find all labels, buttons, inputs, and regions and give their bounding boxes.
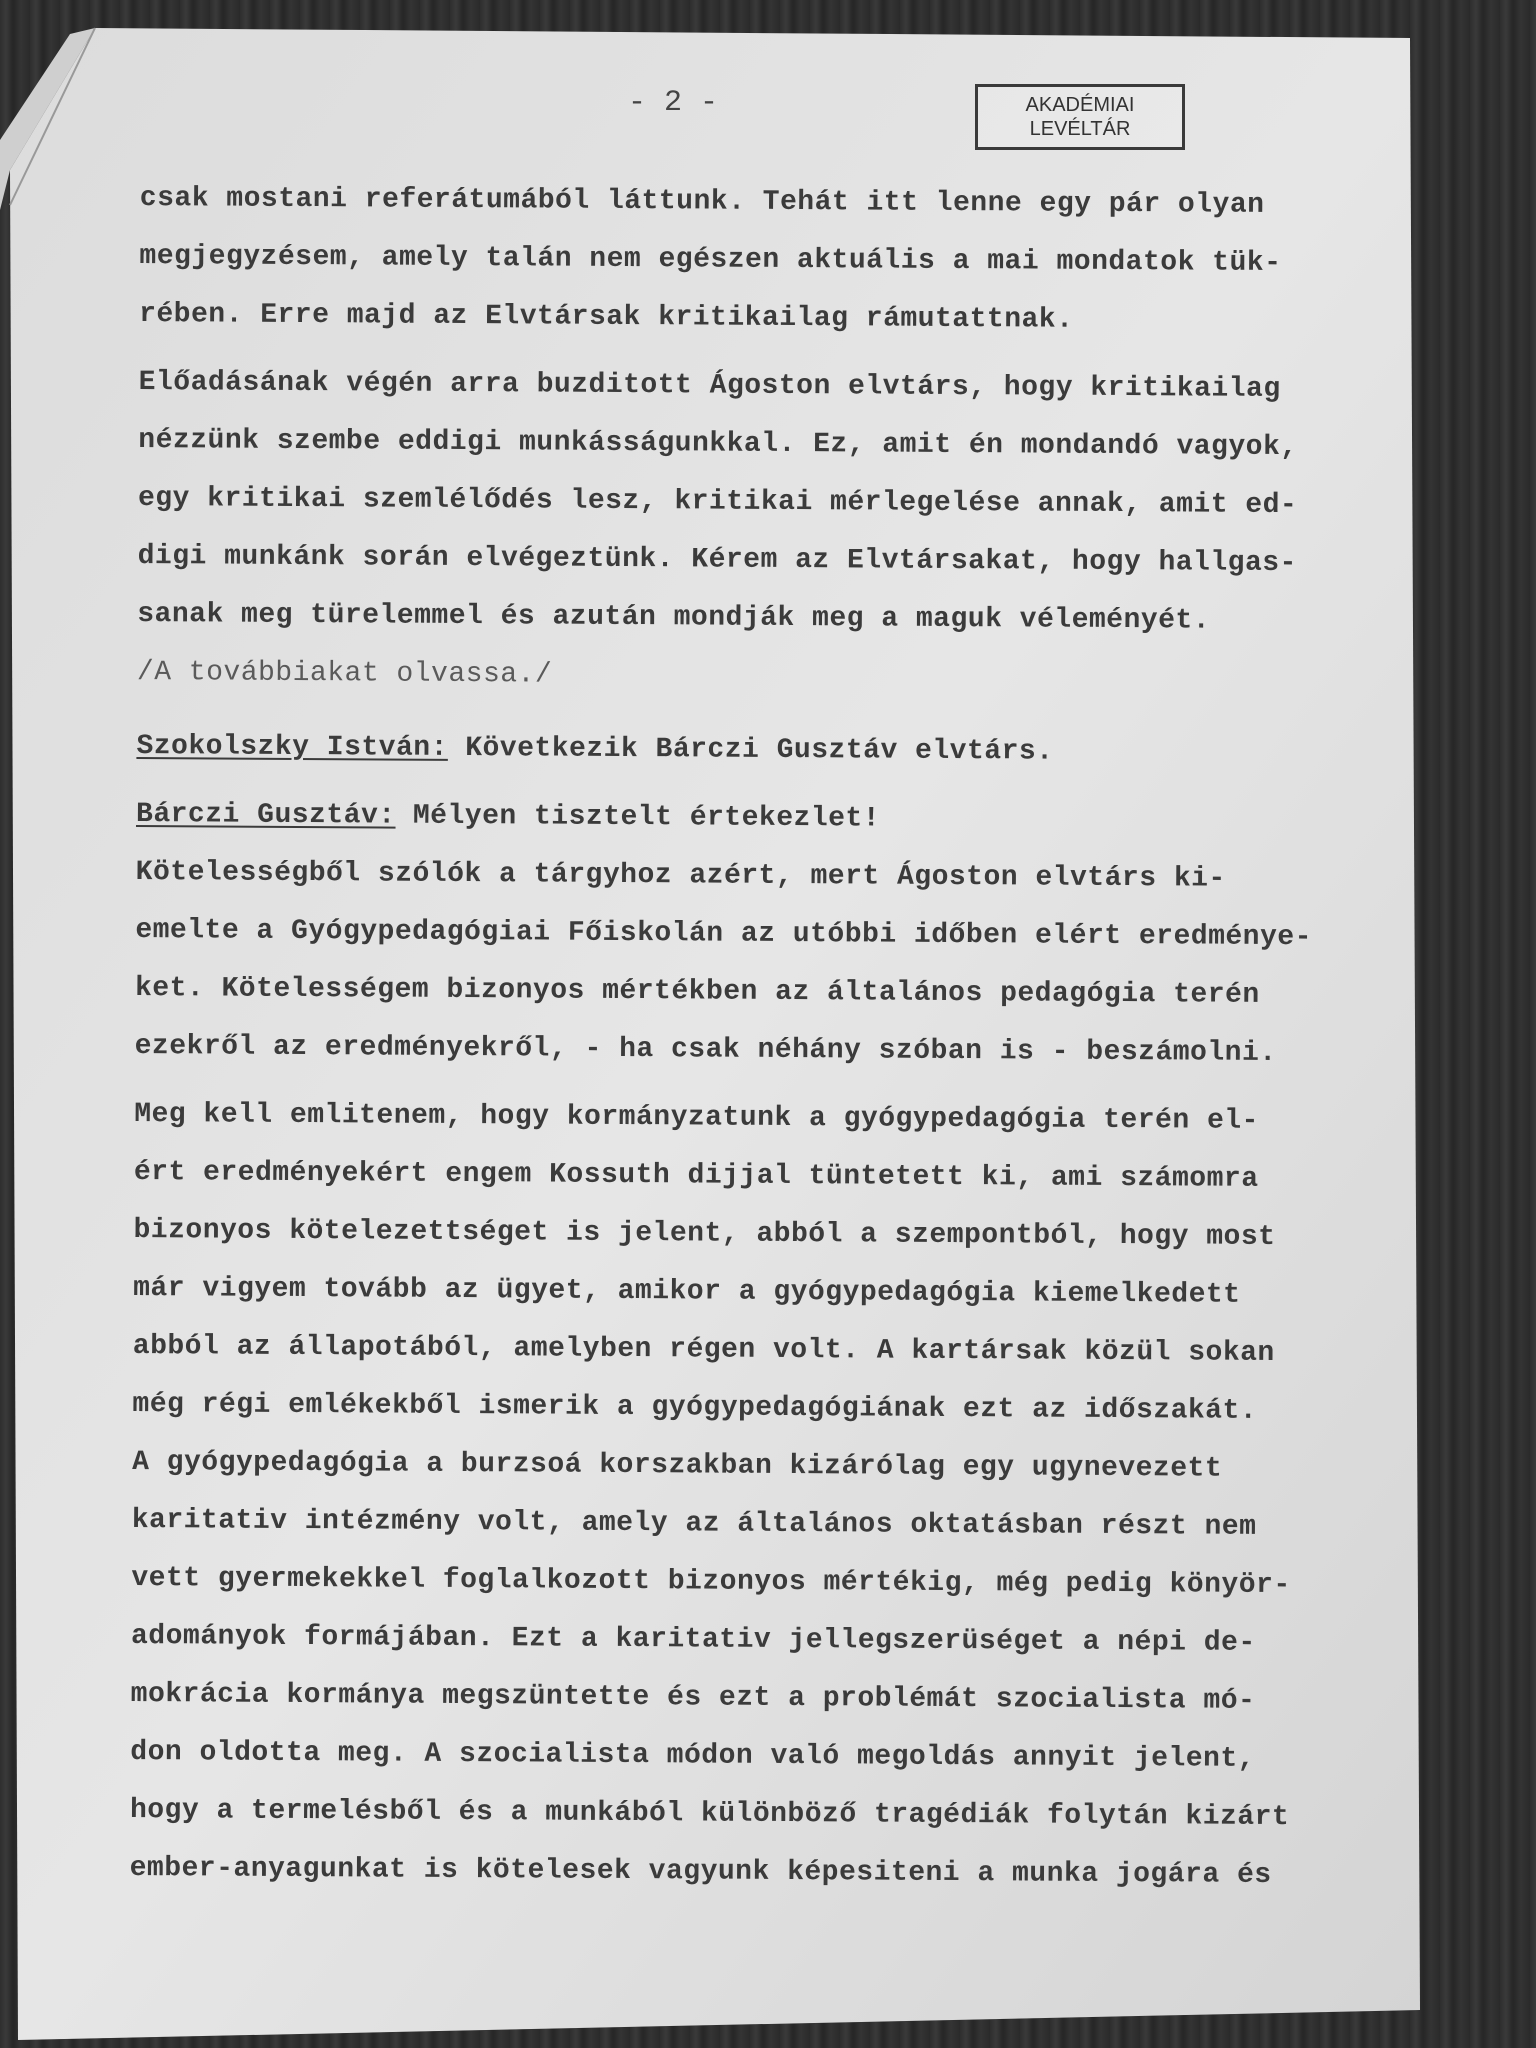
paragraph-3 [134, 844, 1385, 1084]
text-line: megjegyzésem, amely talán nem egészen aktuális a mai mondatok tük- [139, 240, 1282, 279]
text-line: Előadásának végén arra buzditott Ágoston elvtárs, hogy kritikailag [138, 366, 1281, 405]
stamp-line-1: AKADÉMIAI [1025, 94, 1135, 116]
speaker-text: Következik Bárczi Gusztáv elvtárs. [447, 732, 1054, 768]
text-line: csak mostani referátumából láttunk. Tehát itt lenne egy pár olyan [139, 182, 1265, 221]
document-body [129, 170, 1390, 1906]
text-line: ket. Kötelességem bizonyos mértékben az általános pedagógia terén [134, 972, 1260, 1011]
text-line: karitativ intézmény volt, amely az általános oktatásban részt nem [131, 1504, 1257, 1543]
archive-stamp [975, 84, 1185, 150]
text-line: A gyógypedagógia a burzsoá korszakban kizárólag egy ugynevezett [132, 1446, 1223, 1485]
text-line: egy kritikai szemlélődés lesz, kritikai mérlegelése annak, amit ed- [137, 482, 1298, 522]
speaker-text: Mélyen tisztelt értekezlet! [395, 800, 881, 835]
text-line: rében. Erre majd az Elvtársak kritikailag rámutattnak. [139, 298, 1074, 336]
text-line: mokrácia kormánya megszüntette és ezt a problémát szocialista mó- [130, 1678, 1256, 1717]
text-line: nézzünk szembe eddigi munkásságunkkal. Ez, amit én mondandó vagyok, [138, 424, 1298, 464]
paragraph-2 [137, 354, 1389, 710]
text-line: már vigyem tovább az ügyet, amikor a gyógypedagógia kiemelkedett [133, 1272, 1241, 1311]
page-number: - 2 - [628, 86, 719, 120]
text-line: ért eredményekért engem Kossuth dijjal tüntetett ki, ami számomra [133, 1156, 1259, 1195]
text-line: vett gyermekekkel foglalkozott bizonyos mértékig, még pedig könyör- [131, 1562, 1291, 1602]
text-line: Kötelességből szólók a tárgyhoz azért, mert Ágoston elvtárs ki- [135, 856, 1226, 895]
text-line: digi munkánk során elvégeztünk. Kérem az Elvtársakat, hogy hallgas- [137, 540, 1298, 580]
speaker-line-szokolszky [136, 718, 1386, 784]
text-line: Meg kell emlitenem, hogy kormányzatunk a gyógypedagógia terén el- [134, 1098, 1259, 1137]
text-line: ezekről az eredményekről, - ha csak néhány szóban is - beszámolni. [134, 1030, 1277, 1069]
text-line: még régi emlékekből ismerik a gyógypedagógiának ezt az időszakát. [132, 1388, 1258, 1427]
paragraph-4 [129, 1086, 1384, 1906]
text-line: ember-anyagunkat is kötelesek vagyunk képesiteni a munka jogára és [129, 1852, 1272, 1891]
text-line: hogy a termelésből és a munkából különböző tragédiák folytán kizárt [129, 1794, 1290, 1834]
speaker-line-barczi [136, 786, 1386, 852]
stamp-line-2: LEVÉLTÁR [1029, 118, 1131, 140]
text-line: sanak meg türelemmel és azután mondják meg a maguk véleményét. [137, 598, 1211, 637]
text-line: emelte a Gyógypedagógiai Főiskolán az utóbbi időben elért eredménye- [135, 914, 1313, 954]
text-line: adományok formájában. Ezt a karitativ jellegszerüséget a népi de- [130, 1620, 1256, 1659]
paragraph-1 [139, 170, 1390, 352]
text-line: abból az állapotából, amelyben régen volt. A kartársak közül sokan [132, 1330, 1275, 1369]
text-line: bizonyos kötelezettséget is jelent, abból a szempontból, hogy most [133, 1214, 1276, 1253]
text-line: don oldotta meg. A szocialista módon való megoldás annyit jelent, [130, 1736, 1256, 1775]
speaker-name: Szokolszky István: [136, 730, 449, 764]
speaker-name: Bárczi Gusztáv: [135, 798, 396, 832]
stage-direction: /A továbbiakat olvassa./ [136, 656, 553, 691]
